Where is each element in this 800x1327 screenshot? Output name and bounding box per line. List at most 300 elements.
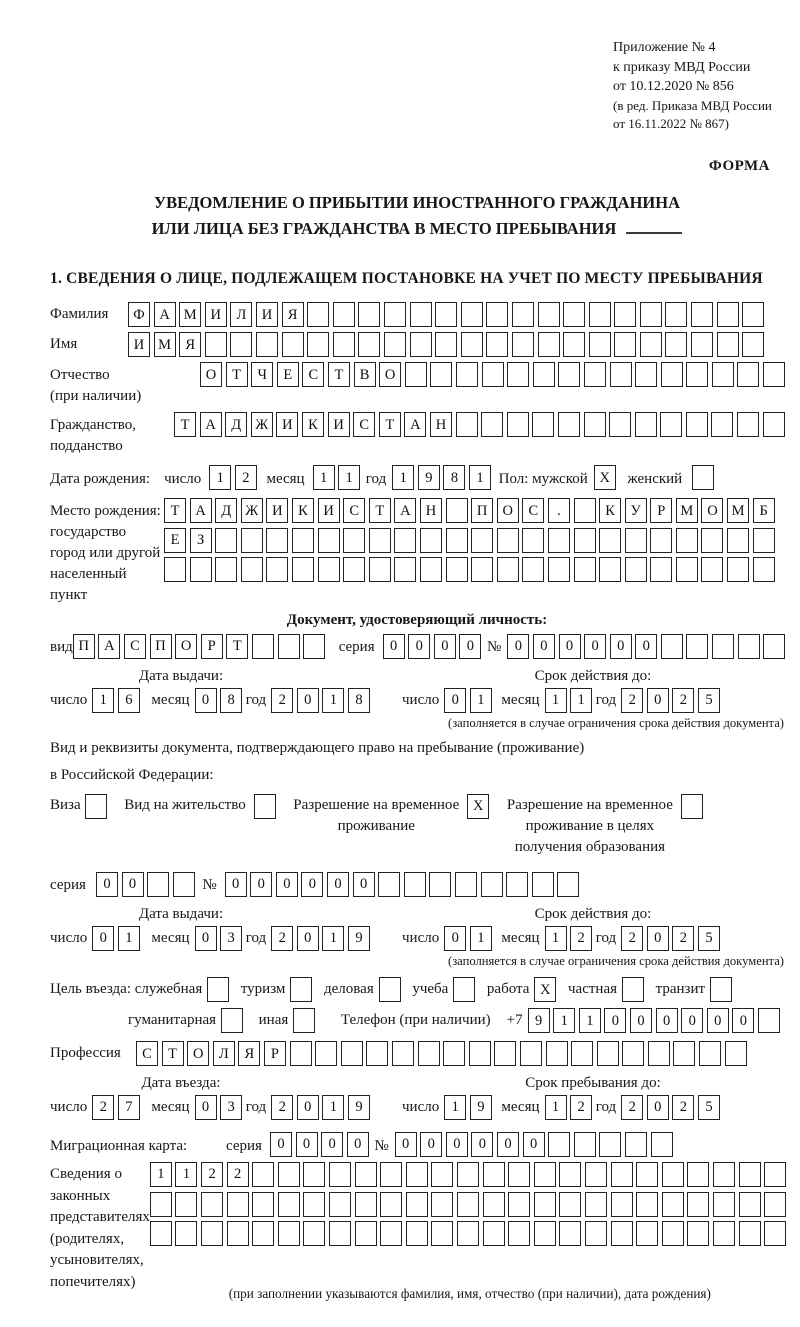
char-cell[interactable]	[585, 1192, 607, 1217]
char-cell[interactable]: А	[190, 498, 212, 523]
char-cell[interactable]	[384, 332, 406, 357]
char-cell[interactable]	[687, 1162, 709, 1187]
gender-male-checkbox[interactable]	[594, 465, 620, 490]
char-cell[interactable]	[558, 412, 580, 437]
char-cell[interactable]	[753, 557, 775, 582]
char-cell[interactable]	[571, 1041, 593, 1066]
char-cell[interactable]: Р	[264, 1041, 286, 1066]
residence-issue-month-cells[interactable]	[195, 926, 246, 951]
char-cell[interactable]: 0	[276, 872, 298, 897]
char-cell[interactable]: 2	[672, 1095, 694, 1120]
char-cell[interactable]	[507, 362, 529, 387]
char-cell[interactable]: К	[302, 412, 324, 437]
char-cell[interactable]	[343, 528, 365, 553]
char-cell[interactable]	[763, 634, 785, 659]
char-cell[interactable]: .	[548, 498, 570, 523]
char-cell[interactable]	[329, 1162, 351, 1187]
char-cell[interactable]: 0	[533, 634, 555, 659]
profession-cells[interactable]	[136, 1041, 750, 1066]
char-cell[interactable]	[147, 872, 169, 897]
char-cell[interactable]	[394, 557, 416, 582]
char-cell[interactable]: О	[187, 1041, 209, 1066]
char-cell[interactable]	[727, 557, 749, 582]
char-cell[interactable]: 0	[321, 1132, 343, 1157]
char-cell[interactable]	[717, 302, 739, 327]
edu-permit-checkbox[interactable]	[681, 794, 707, 819]
char-cell[interactable]: 0	[195, 688, 217, 713]
char-cell[interactable]	[446, 557, 468, 582]
char-cell[interactable]	[292, 557, 314, 582]
char-cell[interactable]: 0	[707, 1008, 729, 1033]
char-cell[interactable]: И	[128, 332, 150, 357]
char-cell[interactable]: О	[175, 634, 197, 659]
char-cell[interactable]	[446, 528, 468, 553]
identity-issue-year-cells[interactable]	[271, 688, 373, 713]
char-cell[interactable]	[384, 302, 406, 327]
identity-expiry-day-cells[interactable]	[444, 688, 495, 713]
char-cell[interactable]	[711, 412, 733, 437]
char-cell[interactable]	[661, 362, 683, 387]
char-cell[interactable]	[520, 1041, 542, 1066]
purpose-study-checkbox[interactable]	[453, 977, 479, 1002]
char-cell[interactable]	[713, 1221, 735, 1246]
char-cell[interactable]: 0	[681, 1008, 703, 1033]
char-cell[interactable]: 0	[195, 926, 217, 951]
char-cell[interactable]	[394, 528, 416, 553]
char-cell[interactable]	[443, 1041, 465, 1066]
char-cell[interactable]: 1	[150, 1162, 172, 1187]
char-cell[interactable]	[559, 1192, 581, 1217]
char-cell[interactable]: 1	[470, 926, 492, 951]
char-cell[interactable]	[673, 1041, 695, 1066]
char-cell[interactable]: 9	[348, 1095, 370, 1120]
char-cell[interactable]: 1	[392, 465, 414, 490]
char-cell[interactable]	[701, 528, 723, 553]
char-cell[interactable]: 2	[271, 926, 293, 951]
char-cell[interactable]	[533, 362, 555, 387]
char-cell[interactable]	[764, 1162, 786, 1187]
char-cell[interactable]	[737, 362, 759, 387]
char-cell[interactable]: 0	[96, 872, 118, 897]
char-cell[interactable]	[150, 1192, 172, 1217]
char-cell[interactable]	[201, 1221, 223, 1246]
entry-year-cells[interactable]	[271, 1095, 373, 1120]
char-cell[interactable]	[378, 872, 400, 897]
char-cell[interactable]: Л	[230, 302, 252, 327]
char-cell[interactable]	[635, 412, 657, 437]
char-cell[interactable]: О	[200, 362, 222, 387]
char-cell[interactable]: 0	[297, 926, 319, 951]
char-cell[interactable]	[691, 302, 713, 327]
char-cell[interactable]	[764, 1192, 786, 1217]
char-cell[interactable]: 1	[209, 465, 231, 490]
char-cell[interactable]	[431, 1221, 453, 1246]
char-cell[interactable]	[483, 1221, 505, 1246]
char-cell[interactable]	[648, 1041, 670, 1066]
char-cell[interactable]	[512, 332, 534, 357]
purpose-other-checkbox[interactable]	[293, 1008, 319, 1033]
char-cell[interactable]	[406, 1221, 428, 1246]
char-cell[interactable]	[640, 332, 662, 357]
char-cell[interactable]: Ж	[251, 412, 273, 437]
char-cell[interactable]	[453, 977, 475, 1002]
char-cell[interactable]: И	[276, 412, 298, 437]
char-cell[interactable]: 2	[672, 926, 694, 951]
char-cell[interactable]	[457, 1221, 479, 1246]
char-cell[interactable]	[636, 1192, 658, 1217]
char-cell[interactable]	[420, 528, 442, 553]
char-cell[interactable]	[429, 872, 451, 897]
char-cell[interactable]: 3	[220, 926, 242, 951]
char-cell[interactable]: 2	[672, 688, 694, 713]
char-cell[interactable]	[676, 528, 698, 553]
char-cell[interactable]: 8	[220, 688, 242, 713]
char-cell[interactable]: 1	[338, 465, 360, 490]
char-cell[interactable]: 8	[348, 688, 370, 713]
char-cell[interactable]	[625, 528, 647, 553]
char-cell[interactable]	[717, 332, 739, 357]
birth-day-cells[interactable]	[209, 465, 260, 490]
char-cell[interactable]: 6	[118, 688, 140, 713]
char-cell[interactable]	[205, 332, 227, 357]
char-cell[interactable]	[497, 528, 519, 553]
purpose-tourism-checkbox[interactable]	[290, 977, 316, 1002]
representatives-cells-row1[interactable]	[150, 1162, 790, 1187]
char-cell[interactable]	[599, 557, 621, 582]
char-cell[interactable]: 2	[227, 1162, 249, 1187]
char-cell[interactable]	[282, 332, 304, 357]
char-cell[interactable]	[266, 557, 288, 582]
birthplace-cells-row2[interactable]	[164, 528, 778, 553]
char-cell[interactable]	[431, 1192, 453, 1217]
char-cell[interactable]	[318, 528, 340, 553]
char-cell[interactable]: 1	[545, 688, 567, 713]
char-cell[interactable]	[164, 557, 186, 582]
char-cell[interactable]: 7	[118, 1095, 140, 1120]
char-cell[interactable]	[481, 872, 503, 897]
purpose-work-checkbox[interactable]	[534, 977, 560, 1002]
char-cell[interactable]: П	[471, 498, 493, 523]
char-cell[interactable]	[660, 412, 682, 437]
char-cell[interactable]	[254, 794, 276, 819]
char-cell[interactable]	[293, 1008, 315, 1033]
char-cell[interactable]: 0	[296, 1132, 318, 1157]
char-cell[interactable]	[611, 1162, 633, 1187]
char-cell[interactable]	[303, 1192, 325, 1217]
char-cell[interactable]: 1	[545, 1095, 567, 1120]
char-cell[interactable]	[355, 1192, 377, 1217]
char-cell[interactable]	[738, 634, 760, 659]
char-cell[interactable]	[636, 1162, 658, 1187]
char-cell[interactable]: С	[353, 412, 375, 437]
char-cell[interactable]: И	[328, 412, 350, 437]
char-cell[interactable]: 2	[621, 926, 643, 951]
char-cell[interactable]: 1	[118, 926, 140, 951]
char-cell[interactable]	[506, 872, 528, 897]
char-cell[interactable]: И	[318, 498, 340, 523]
char-cell[interactable]: 1	[444, 1095, 466, 1120]
char-cell[interactable]	[636, 1221, 658, 1246]
char-cell[interactable]	[303, 1162, 325, 1187]
purpose-transit-checkbox[interactable]	[710, 977, 736, 1002]
char-cell[interactable]	[380, 1162, 402, 1187]
char-cell[interactable]: 0	[347, 1132, 369, 1157]
char-cell[interactable]: А	[154, 302, 176, 327]
char-cell[interactable]: X	[594, 465, 616, 490]
gender-female-checkbox[interactable]	[692, 465, 718, 490]
char-cell[interactable]	[650, 557, 672, 582]
char-cell[interactable]: 1	[175, 1162, 197, 1187]
char-cell[interactable]: У	[625, 498, 647, 523]
char-cell[interactable]	[215, 528, 237, 553]
char-cell[interactable]	[625, 557, 647, 582]
char-cell[interactable]: П	[150, 634, 172, 659]
char-cell[interactable]: 8	[443, 465, 465, 490]
char-cell[interactable]	[532, 412, 554, 437]
char-cell[interactable]	[574, 1132, 596, 1157]
char-cell[interactable]	[173, 872, 195, 897]
char-cell[interactable]	[307, 302, 329, 327]
stay-year-cells[interactable]	[621, 1095, 723, 1120]
char-cell[interactable]: 1	[313, 465, 335, 490]
char-cell[interactable]: 2	[271, 1095, 293, 1120]
char-cell[interactable]: А	[98, 634, 120, 659]
char-cell[interactable]	[692, 465, 714, 490]
char-cell[interactable]: Л	[213, 1041, 235, 1066]
residence-issue-day-cells[interactable]	[92, 926, 143, 951]
birth-year-cells[interactable]	[392, 465, 494, 490]
doc-seriya-cells[interactable]	[383, 634, 485, 659]
char-cell[interactable]: О	[701, 498, 723, 523]
char-cell[interactable]: Т	[174, 412, 196, 437]
char-cell[interactable]: 0	[383, 634, 405, 659]
char-cell[interactable]	[538, 302, 560, 327]
char-cell[interactable]	[486, 332, 508, 357]
visa-checkbox[interactable]	[85, 794, 111, 819]
char-cell[interactable]	[221, 1008, 243, 1033]
birthplace-cells-row1[interactable]	[164, 498, 778, 523]
firstname-cells[interactable]	[128, 332, 768, 357]
char-cell[interactable]	[266, 528, 288, 553]
char-cell[interactable]: 0	[497, 1132, 519, 1157]
char-cell[interactable]	[420, 557, 442, 582]
char-cell[interactable]	[227, 1192, 249, 1217]
char-cell[interactable]: 5	[698, 1095, 720, 1120]
char-cell[interactable]	[369, 557, 391, 582]
char-cell[interactable]	[686, 362, 708, 387]
char-cell[interactable]: 0	[301, 872, 323, 897]
residence-permit-checkbox[interactable]	[254, 794, 280, 819]
char-cell[interactable]: 0	[559, 634, 581, 659]
char-cell[interactable]	[742, 332, 764, 357]
char-cell[interactable]: Т	[379, 412, 401, 437]
char-cell[interactable]	[611, 1192, 633, 1217]
char-cell[interactable]	[456, 412, 478, 437]
char-cell[interactable]: Д	[215, 498, 237, 523]
char-cell[interactable]	[640, 302, 662, 327]
char-cell[interactable]: 3	[220, 1095, 242, 1120]
char-cell[interactable]: X	[467, 794, 489, 819]
char-cell[interactable]: О	[497, 498, 519, 523]
char-cell[interactable]	[548, 528, 570, 553]
char-cell[interactable]	[175, 1192, 197, 1217]
char-cell[interactable]	[227, 1221, 249, 1246]
char-cell[interactable]: 0	[327, 872, 349, 897]
char-cell[interactable]	[366, 1041, 388, 1066]
char-cell[interactable]	[456, 362, 478, 387]
char-cell[interactable]	[691, 332, 713, 357]
char-cell[interactable]	[457, 1192, 479, 1217]
char-cell[interactable]: 0	[353, 872, 375, 897]
char-cell[interactable]	[665, 302, 687, 327]
char-cell[interactable]	[574, 528, 596, 553]
char-cell[interactable]	[290, 977, 312, 1002]
char-cell[interactable]: 0	[647, 1095, 669, 1120]
char-cell[interactable]: 0	[444, 688, 466, 713]
char-cell[interactable]	[207, 977, 229, 1002]
char-cell[interactable]: А	[200, 412, 222, 437]
char-cell[interactable]	[215, 557, 237, 582]
stay-day-cells[interactable]	[444, 1095, 495, 1120]
char-cell[interactable]	[534, 1192, 556, 1217]
char-cell[interactable]: С	[124, 634, 146, 659]
char-cell[interactable]	[241, 557, 263, 582]
char-cell[interactable]	[763, 412, 785, 437]
char-cell[interactable]	[559, 1221, 581, 1246]
identity-expiry-month-cells[interactable]	[545, 688, 596, 713]
representatives-cells-row2[interactable]	[150, 1192, 790, 1217]
char-cell[interactable]	[599, 528, 621, 553]
char-cell[interactable]	[712, 362, 734, 387]
char-cell[interactable]	[764, 1221, 786, 1246]
char-cell[interactable]: 0	[610, 634, 632, 659]
char-cell[interactable]	[563, 302, 585, 327]
char-cell[interactable]	[469, 1041, 491, 1066]
char-cell[interactable]	[471, 557, 493, 582]
char-cell[interactable]	[597, 1041, 619, 1066]
char-cell[interactable]: 1	[469, 465, 491, 490]
char-cell[interactable]: 0	[656, 1008, 678, 1033]
char-cell[interactable]: Я	[282, 302, 304, 327]
residence-expiry-year-cells[interactable]	[621, 926, 723, 951]
char-cell[interactable]: В	[354, 362, 376, 387]
char-cell[interactable]	[278, 1192, 300, 1217]
char-cell[interactable]	[584, 362, 606, 387]
stay-month-cells[interactable]	[545, 1095, 596, 1120]
char-cell[interactable]	[406, 1162, 428, 1187]
char-cell[interactable]: 1	[570, 688, 592, 713]
surname-cells[interactable]	[128, 302, 768, 327]
char-cell[interactable]	[665, 332, 687, 357]
char-cell[interactable]	[483, 1192, 505, 1217]
char-cell[interactable]	[650, 528, 672, 553]
char-cell[interactable]	[85, 794, 107, 819]
char-cell[interactable]	[369, 528, 391, 553]
char-cell[interactable]	[241, 528, 263, 553]
char-cell[interactable]	[687, 1192, 709, 1217]
char-cell[interactable]	[252, 1221, 274, 1246]
char-cell[interactable]	[622, 1041, 644, 1066]
char-cell[interactable]	[763, 362, 785, 387]
char-cell[interactable]: К	[599, 498, 621, 523]
char-cell[interactable]: С	[302, 362, 324, 387]
char-cell[interactable]	[662, 1221, 684, 1246]
char-cell[interactable]	[574, 557, 596, 582]
char-cell[interactable]	[379, 977, 401, 1002]
char-cell[interactable]: 2	[201, 1162, 223, 1187]
char-cell[interactable]	[758, 1008, 780, 1033]
char-cell[interactable]: 2	[271, 688, 293, 713]
char-cell[interactable]	[713, 1192, 735, 1217]
char-cell[interactable]	[355, 1221, 377, 1246]
char-cell[interactable]: З	[190, 528, 212, 553]
char-cell[interactable]	[699, 1041, 721, 1066]
char-cell[interactable]: 1	[470, 688, 492, 713]
char-cell[interactable]: 0	[604, 1008, 626, 1033]
char-cell[interactable]	[507, 412, 529, 437]
char-cell[interactable]: 0	[297, 1095, 319, 1120]
char-cell[interactable]: 0	[270, 1132, 292, 1157]
purpose-private-checkbox[interactable]	[622, 977, 648, 1002]
char-cell[interactable]: 9	[528, 1008, 550, 1033]
char-cell[interactable]	[610, 362, 632, 387]
char-cell[interactable]	[278, 634, 300, 659]
char-cell[interactable]	[471, 528, 493, 553]
char-cell[interactable]: А	[404, 412, 426, 437]
char-cell[interactable]: 0	[122, 872, 144, 897]
char-cell[interactable]	[635, 362, 657, 387]
char-cell[interactable]: 1	[322, 688, 344, 713]
char-cell[interactable]	[329, 1221, 351, 1246]
char-cell[interactable]	[739, 1162, 761, 1187]
char-cell[interactable]	[406, 1192, 428, 1217]
char-cell[interactable]: 2	[92, 1095, 114, 1120]
char-cell[interactable]	[341, 1041, 363, 1066]
birthplace-cells-row3[interactable]	[164, 557, 778, 582]
char-cell[interactable]	[380, 1192, 402, 1217]
char-cell[interactable]	[710, 977, 732, 1002]
char-cell[interactable]	[303, 1221, 325, 1246]
char-cell[interactable]	[150, 1221, 172, 1246]
char-cell[interactable]: И	[205, 302, 227, 327]
char-cell[interactable]	[538, 332, 560, 357]
char-cell[interactable]	[404, 872, 426, 897]
purpose-business-checkbox[interactable]	[207, 977, 233, 1002]
char-cell[interactable]	[355, 1162, 377, 1187]
migration-number-cells[interactable]	[395, 1132, 677, 1157]
char-cell[interactable]: 0	[395, 1132, 417, 1157]
char-cell[interactable]: 2	[621, 1095, 643, 1120]
char-cell[interactable]: 1	[92, 688, 114, 713]
char-cell[interactable]	[343, 557, 365, 582]
doc-kind-cells[interactable]	[73, 634, 329, 659]
char-cell[interactable]	[307, 332, 329, 357]
char-cell[interactable]: Е	[164, 528, 186, 553]
phone-cells[interactable]	[528, 1008, 784, 1033]
char-cell[interactable]: 5	[698, 926, 720, 951]
residence-expiry-month-cells[interactable]	[545, 926, 596, 951]
char-cell[interactable]	[737, 412, 759, 437]
char-cell[interactable]	[662, 1162, 684, 1187]
char-cell[interactable]: 0	[446, 1132, 468, 1157]
char-cell[interactable]: 0	[297, 688, 319, 713]
char-cell[interactable]: Т	[164, 498, 186, 523]
char-cell[interactable]: 2	[235, 465, 257, 490]
char-cell[interactable]	[725, 1041, 747, 1066]
char-cell[interactable]: 2	[570, 1095, 592, 1120]
char-cell[interactable]	[333, 302, 355, 327]
residence-issue-year-cells[interactable]	[271, 926, 373, 951]
